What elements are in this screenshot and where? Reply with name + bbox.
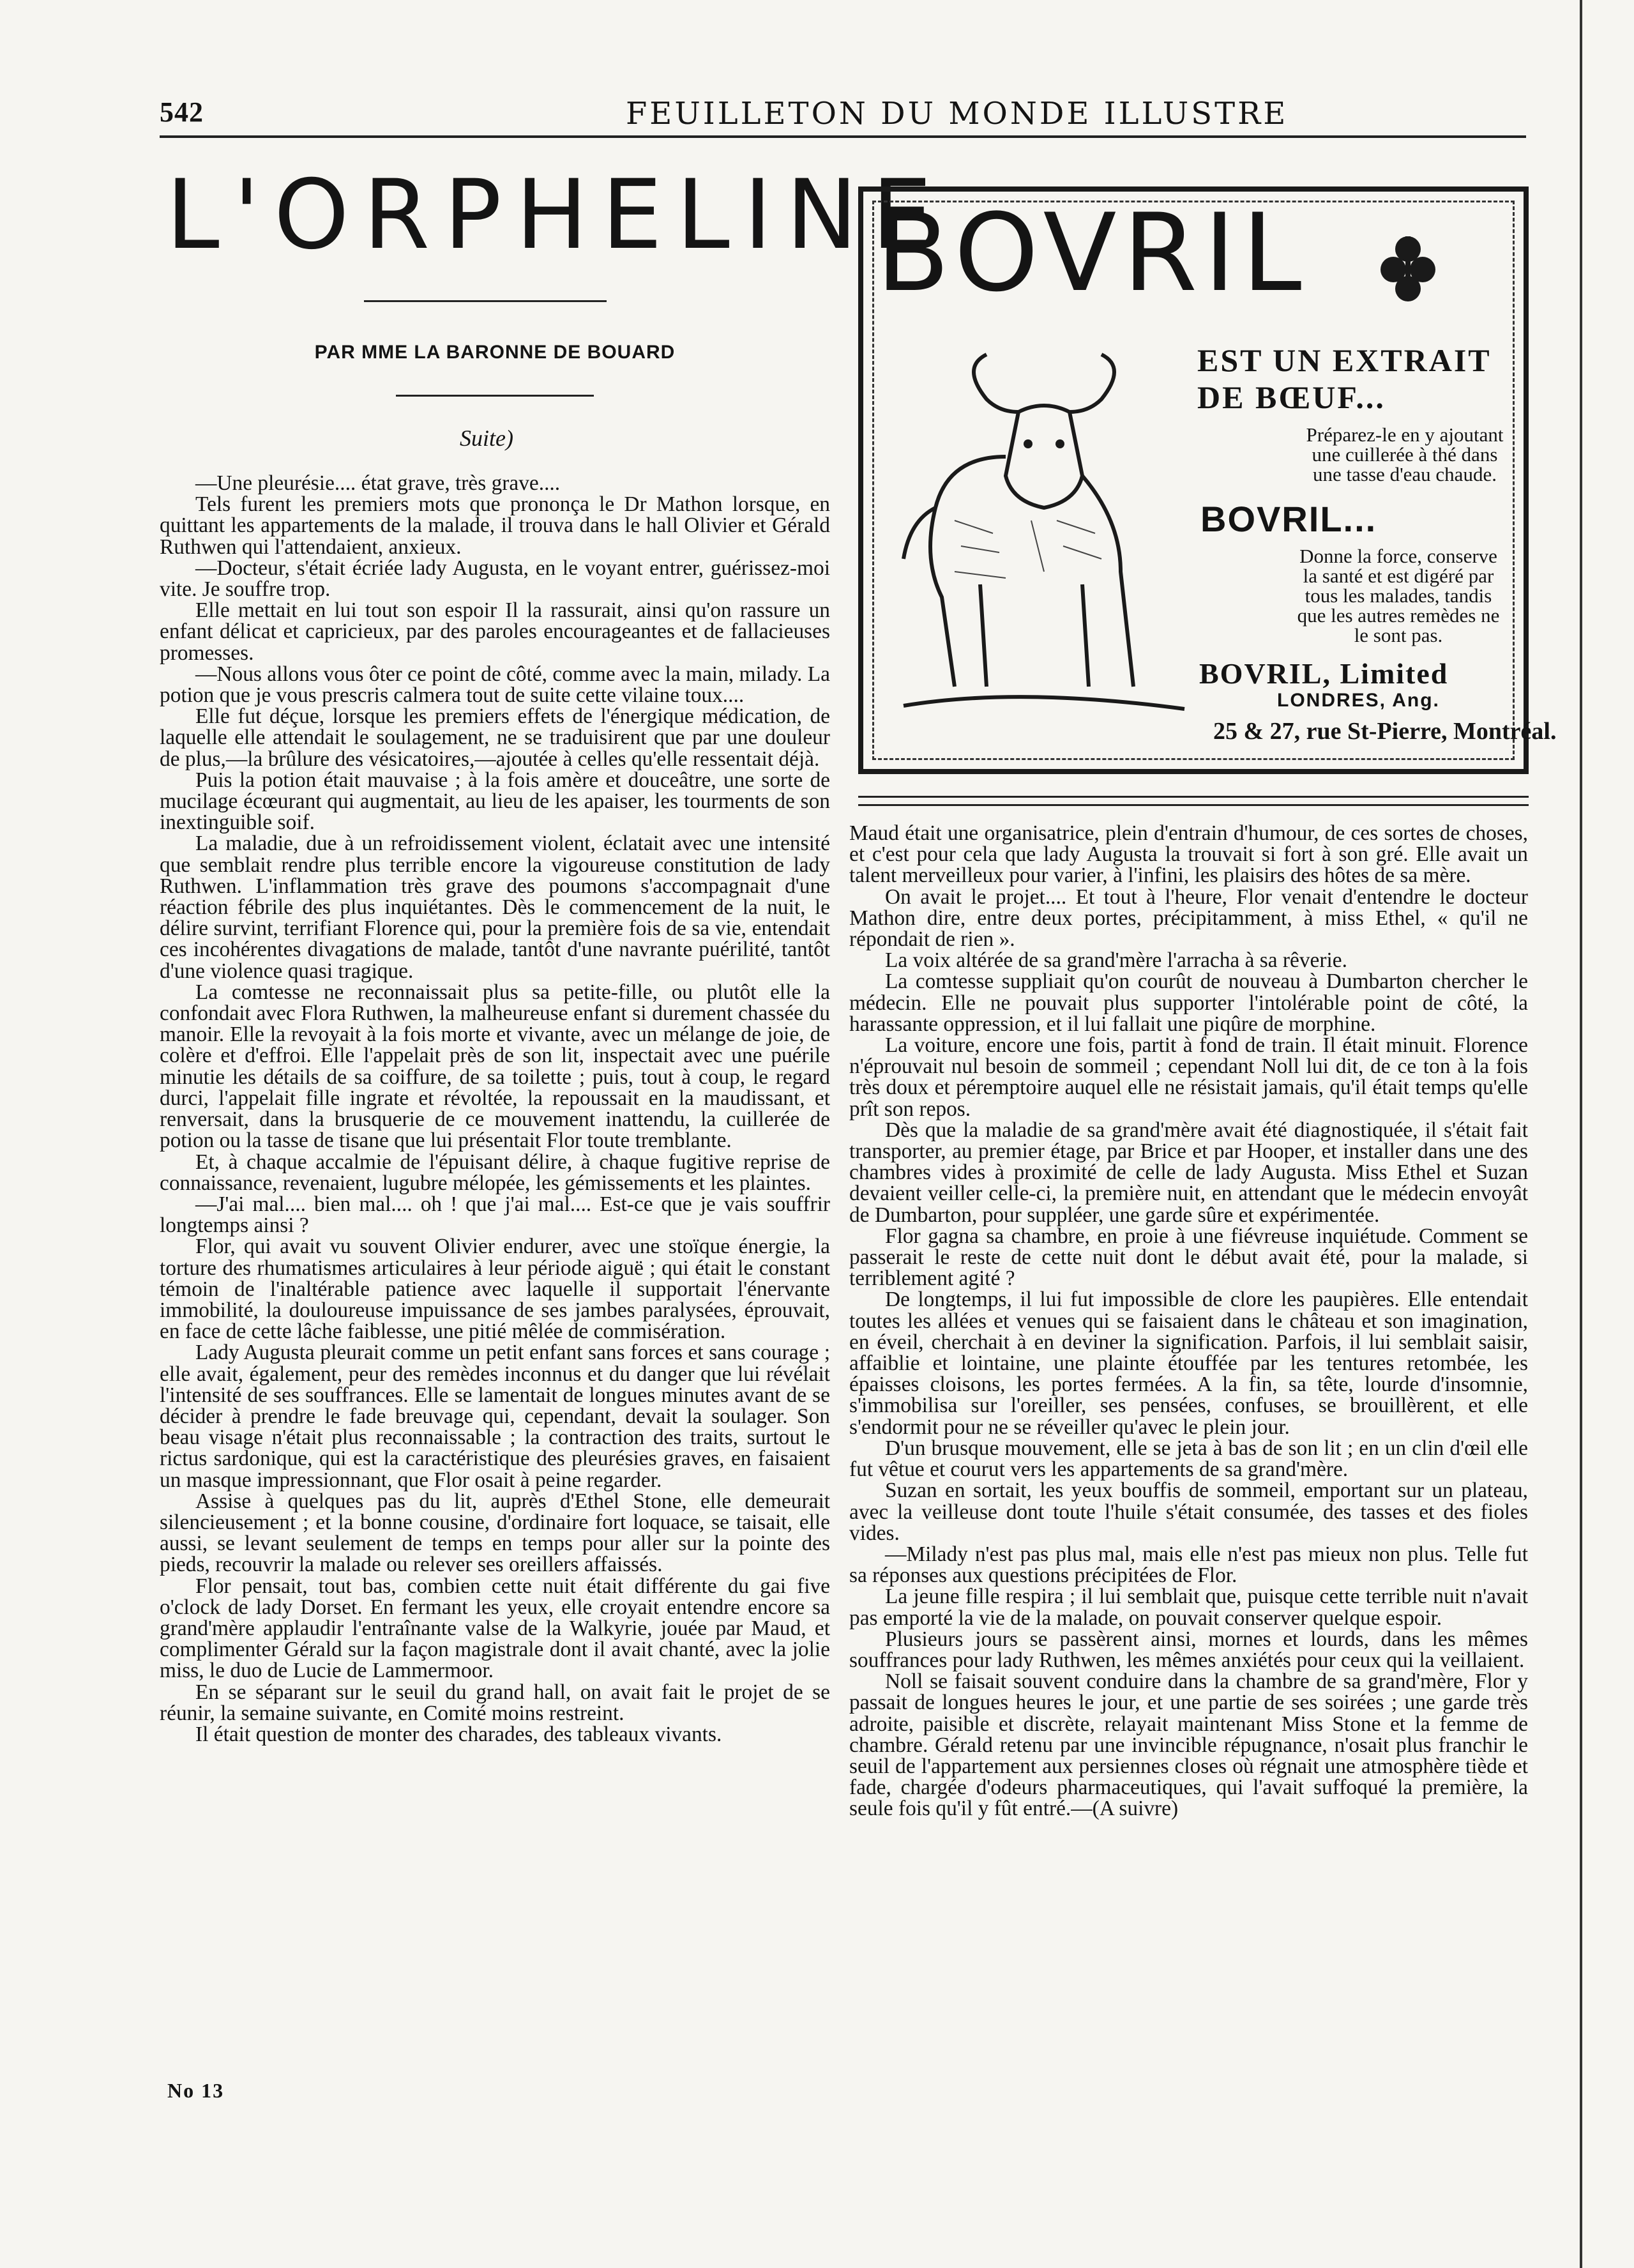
- ad-benefit-text: [1271, 546, 1526, 645]
- paragraph: D'un brusque mouvement, elle se jeta à bas de son lit ; en un clin d'œil elle fut vêtue et courut vers les appartements de sa grand'mère.: [849, 1436, 1528, 1482]
- paragraph: Elle mettait en lui tout son espoir Il la rassurait, ainsi qu'on rassure un enfant délicat et capricieux, par des paroles encourageantes et de fallacieuses promesses.: [160, 598, 830, 665]
- byline: PAR MME LA BARONNE DE BOUARD: [314, 342, 676, 363]
- ad-preparation-text: [1277, 425, 1532, 484]
- ad-address: 25 & 27, rue St-Pierre, Montréal.: [1213, 718, 1557, 745]
- paragraph: Assise à quelques pas du lit, auprès d'Ethel Stone, elle demeurait silencieusement ; et la bonne cousine, d'ordinaire fort loquace, se taisait, elle aussi, se levant seulement de temps en temps pour aller sur la pointe des pieds, recouvrir la malade ou relever ses oreillers affaissés.: [160, 1489, 830, 1577]
- paragraph: Il était question de monter des charades, des tableaux vivants.: [195, 1722, 722, 1746]
- ad-text-line: une cuillerée à thé dans: [1312, 443, 1498, 466]
- ad-city: LONDRES, Ang.: [1277, 690, 1440, 711]
- paragraph: Puis la potion était mauvaise ; à la fois amère et douceâtre, une sorte de mucilage écœurant qui augmentait, au lieu de les apaiser, les tourments de son inextinguible soif.: [160, 768, 830, 835]
- ad-headline-line: EST UN EXTRAIT: [1197, 342, 1492, 378]
- paragraph: Elle fut déçue, lorsque les premiers effets de l'énergique médication, de laquelle elle attendait le soulagement, ne se traduisirent que par une douleur de plus,—la brûlure des vésicatoires,—ajoutée à celles qu'elle ressentait déjà.: [160, 704, 830, 771]
- ad-brand: BOVRIL: [876, 190, 1308, 316]
- byline-divider: [396, 395, 594, 397]
- paragraph: En se séparant sur le seuil du grand hall, on avait fait le projet de se réunir, la semaine suivante, en Comité moins restreint.: [160, 1680, 830, 1725]
- paragraph: La voix altérée de sa grand'mère l'arracha à sa rêverie.: [885, 948, 1347, 973]
- paragraph: —Docteur, s'était écriée lady Augusta, en le voyant entrer, guérissez-moi vite. Je souffre trop.: [160, 556, 830, 602]
- running-title: FEUILLETON DU MONDE ILLUSTRE: [626, 96, 1289, 132]
- trefoil-ornament-icon: [1379, 230, 1437, 307]
- serial-title: L'ORPHELINE: [166, 160, 946, 271]
- text-column-left: [160, 473, 830, 1745]
- title-divider: [364, 300, 607, 302]
- paragraph: Flor pensait, tout bas, combien cette nuit était différente du gai five o'clock de lady Dorset. En fermant les yeux, elle croyait entendre encore sa grand'mère applaudir l'entraînante valse de la Walkyrie, jouée par Maud, et complimenter Gérald sur la façon magistrale dont il avait chanté, avec la jolie miss, le duo de Lucie de Lammermoor.: [160, 1574, 830, 1683]
- ad-text-line: que les autres remèdes ne: [1297, 604, 1500, 627]
- ad-text-line: le sont pas.: [1354, 624, 1443, 646]
- paragraph: —Une pleurésie.... état grave, très grave....: [195, 471, 561, 495]
- paragraph: Et, à chaque accalmie de l'épuisant délire, à chaque fugitive reprise de connaissance, revenaient, lugubre mélopée, les gémissements et les plaintes.: [160, 1150, 830, 1195]
- paragraph: La comtesse ne reconnaissait plus sa petite-fille, ou plutôt elle la confondait avec Flora Ruthwen, la malheureuse enfant si durement chassée du manoir. Elle la revoyait à la fois morte et vivante, avec un mélange de joie, de colère et d'effroi. Elle l'appelait près de son lit, inspectait avec une puérile minutie les détails de sa coiffure, de sa toilette ; puis, tout à coup, le regard durci, l'appelait fille ingrate et révoltée, la repoussait en la maudissant, et renversait, dans la brusquerie de ce mouvement inattendu, la cuillerée de potion ou la tasse de tisane que lui présentait Flor toute tremblante.: [160, 980, 830, 1153]
- ad-text-line: Donne la force, conserve: [1299, 545, 1497, 567]
- ad-text-line: la santé et est digéré par: [1303, 565, 1494, 587]
- ad-headline: [1197, 342, 1492, 416]
- paragraph: La voiture, encore une fois, partit à fond de train. Il était minuit. Florence n'éprouvait nul besoin de sommeil ; cependant Noll lui dit, de ce ton à la fois très doux et péremptoire auquel elle ne résistait jamais, qu'il était temps qu'elle prît son repos.: [849, 1033, 1528, 1121]
- paragraph: —Milady n'est pas plus mal, mais elle n'est pas mieux non plus. Telle fut sa réponses aux questions précipitées de Flor.: [849, 1542, 1528, 1588]
- ad-headline-line: DE BŒUF...: [1197, 379, 1386, 415]
- paragraph: Flor, qui avait vu souvent Olivier endurer, avec une stoïque énergie, la torture des rhumatismes articulaires à leur période aiguë ; qui était le constant témoin de l'inaltérable patience avec laquelle il supportait l'énervante immobilité, la douloureuse impuissance de ses jambes paralysées, éprouvait, en face de cette lâche faiblesse, une pitié mêlée de commisération.: [160, 1235, 830, 1344]
- page-number: 542: [160, 96, 204, 128]
- paragraph: De longtemps, il lui fut impossible de clore les paupières. Elle entendait toutes les allées et venues qui se faisaient dans le château et son imagination, en éveil, cherchait à en deviner la signification. Parfois, il lui semblait saisir, affaiblie et lointaine, une plainte étouffée par les tentures retombée, les épaisses cloisons, les portes fermées. A la fin, sa tête, lourde d'insomnie, s'immobilisa sur l'oreiller, ses pensées, confuses, se brouillèrent, et elle s'endormit pour ne se réveiller qu'avec le plein jour.: [849, 1288, 1528, 1439]
- ad-company: BOVRIL, Limited: [1199, 657, 1449, 690]
- paragraph: La maladie, due à un refroidissement violent, éclatait avec une intensité que semblait rendre plus terrible encore la vigoureuse constitution de lady Ruthwen. L'inflammation très grave des poumons s'accompagnait d'une réaction fébrile des plus inquiétantes. Dès le commencement de la nuit, le délire survint, terrifiant Florence qui, pour la première fois de sa vie, entendait ces incohérentes divagations de malade, tantôt d'une navrante puérilité, tantôt d'une violence quasi tragique.: [160, 832, 830, 983]
- text-column-right: [849, 823, 1528, 1820]
- paragraph: Noll se faisait souvent conduire dans la chambre de sa grand'mère, Flor y passait de longues heures le jour, et une partie de ses soirées ; une garde très adroite, paisible et discrète, relayait maintenant Miss Stone et la femme de chambre. Gérald retenu par une invincible répugnance, n'osait plus franchir le seuil de l'appartement aux persiennes closes où régnait une atmosphère tiède et fade, chargée d'odeurs pharmaceutiques, qui l'avait suffoqué la première, la seule fois qu'il y fût entré.—(A suivre): [849, 1670, 1528, 1821]
- paragraph: —Nous allons vous ôter ce point de côté, comme avec la main, milady. La potion que je vous prescris calmera tout de suite cette vilaine toux....: [160, 662, 830, 708]
- paragraph: Suzan en sortait, les yeux bouffis de sommeil, emportant sur un plateau, avec la veilleuse dont toute l'huile s'était consumée, des tasses et des fioles vides.: [849, 1479, 1528, 1545]
- paragraph: Flor gagna sa chambre, en proie à une fiévreuse inquiétude. Comment se passerait le reste de cette nuit dont le début avait été, pour la malade, si terriblement agité ?: [849, 1224, 1528, 1291]
- ad-subhead: BOVRIL...: [1200, 499, 1377, 539]
- paragraph: Dès que la maladie de sa grand'mère avait été diagnostiquée, il s'était fait transporter, au premier étage, par Brice et par Hooper, et installer dans une des chambres vides à proximité de celle de lady Augusta. Miss Ethel et Suzan devaient veiller celle-ci, la première nuit, en attendant que le médecin envoyât de Dumbarton, pour suppléer, une garde sûre et expérimentée.: [849, 1118, 1528, 1227]
- ad-text-line: Préparez-le en y ajoutant: [1306, 423, 1504, 446]
- paragraph: La comtesse suppliait qu'on courût de nouveau à Dumbarton chercher le médecin. Elle ne pouvait plus supporter l'intolérable point de côté, la harassante oppression, et il lui fallait une piqûre de morphine.: [849, 970, 1528, 1036]
- paragraph: Plusieurs jours se passèrent ainsi, mornes et lourds, dans les mêmes souffrances pour lady Ruthwen, les mêmes anxiétés pour ceux qui la veillaient.: [849, 1627, 1528, 1672]
- paragraph: Tels furent les premiers mots que prononça le Dr Mathon lorsque, en quittant les appartements de la malade, il trouva dans le hall Olivier et Gérald Ruthwen qui l'attendaient, anxieux.: [160, 492, 830, 559]
- paragraph: On avait le projet.... Et tout à l'heure, Flor venait d'entendre le docteur Mathon dire, entre deux portes, précipitamment, à miss Ethel, « qu'il ne répondait de rien ».: [849, 885, 1528, 952]
- issue-number: No 13: [167, 2079, 225, 2102]
- page-edge-rule: [1580, 0, 1582, 2268]
- ad-text-line: une tasse d'eau chaude.: [1313, 463, 1497, 485]
- header-rule: [160, 135, 1526, 138]
- paragraph: La jeune fille respira ; il lui semblait que, puisque cette terrible nuit n'avait pas emporté la vie de la malade, on pouvait conserver quelque espoir.: [849, 1585, 1528, 1630]
- paragraph: Maud était une organisatrice, plein d'entrain d'humour, de ces sortes de choses, et c'est pour cela que lady Augusta la trouvait si fort à son gré. Elle avait un talent merveilleux pour varier, à l'infini, les plaisirs des hôtes de sa mère.: [849, 821, 1528, 888]
- paragraph: Lady Augusta pleurait comme un petit enfant sans forces et sans courage ; elle avait, également, peur des remèdes inconnus et du danger que lui révélait l'intensité de ses souffrances. Elle se lamentait de longues minutes avant de se décider à prendre le fade breuvage qui, cependant, devait la soulager. Son beau visage n'était plus reconnaissable ; la contraction des traits, surtout le rictus sardonique, qui est la caractéristique des pleurésies graves, en faisaient un masque impressionnant, que Flor osait à peine regarder.: [160, 1341, 830, 1492]
- continuation-label: Suite): [460, 425, 513, 451]
- ad-bottom-double-rule: [858, 796, 1529, 806]
- bull-illustration: [891, 329, 1197, 725]
- paragraph: —J'ai mal.... bien mal.... oh ! que j'ai mal.... Est-ce que je vais souffrir longtemps ainsi ?: [160, 1192, 830, 1238]
- ad-text-line: tous les malades, tandis: [1305, 584, 1492, 607]
